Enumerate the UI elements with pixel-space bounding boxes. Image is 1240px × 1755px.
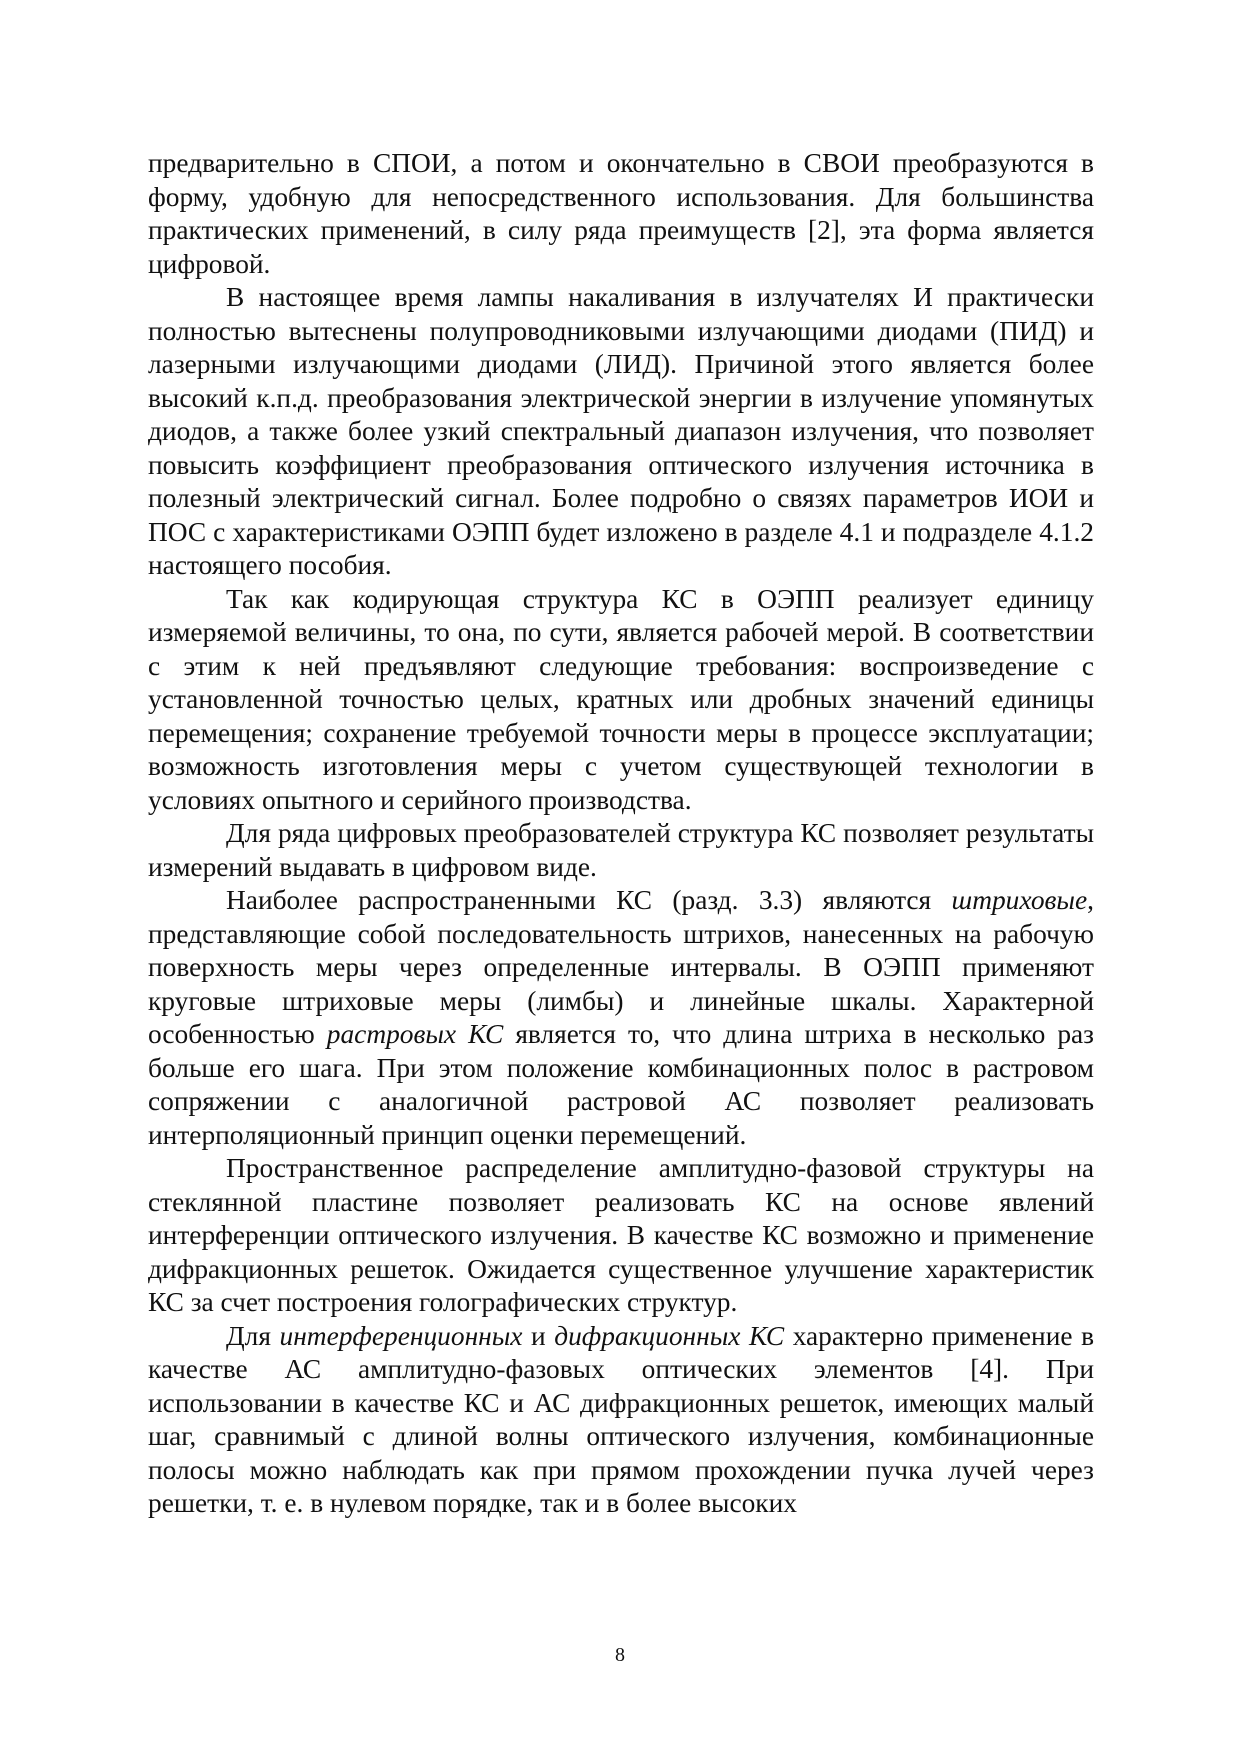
paragraph-text: Пространственное распределение амплитудно-фазовой структуры на стеклянной пластине позволяет реализовать КС на основе явлений интерференции оптического излучения. В качестве КС возможно и применение дифракционных решеток. Ожидается существенное улучшение характеристик КС за счет построения голографических структур. (148, 1153, 1094, 1317)
italic-term: дифракционных КС (554, 1320, 785, 1351)
paragraph-text: Для (226, 1320, 280, 1351)
paragraph-text: Так как кодирующая структура КС в ОЭПП реализует единицу измеряемой величины, то она, по сути, является рабочей мерой. В соответствии с этим к ней предъявляют следующие требования: воспроизведение с установленной точностью целых, кратных или дробных значений единицы перемещения; сохранение требуемой точности меры в процессе эксплуатации; возможность изготовления меры с учетом существующей технологии в условиях опытного и серийного производства. (148, 583, 1094, 815)
italic-term: штриховые (951, 885, 1088, 915)
paragraph-text: Наиболее распространенными КС (разд. 3.3) являются (226, 885, 952, 915)
paragraph (148, 817, 1094, 884)
page-body-text (148, 147, 1094, 1521)
paragraph-text: В настоящее время лампы накаливания в излучателях И практически полностью вытеснены полупроводниковыми излучающими диодами (ПИД) и лазерными излучающими диодами (ЛИД). Причиной этого является более высокий к.п.д. преобразования электрической энергии в излучение упомянутых диодов, а также более узкий спектральный диапазон излучения, что позволяет повысить коэффициент преобразования оптического излучения источника в полезный электрический сигнал. Более подробно о связях параметров ИОИ и ПОС с характеристиками ОЭПП будет изложено в разделе 4.1 и подразделе 4.1.2 настоящего пособия. (148, 282, 1094, 580)
paragraph-text: , представляющие собой последовательность штрихов, нанесенных на рабочую поверхность меры через определенные интервалы. В ОЭПП применяют круговые штриховые меры (лимбы) и линейные шкалы. Характерной особенностью (148, 885, 1094, 1049)
page-number: 8 (615, 1644, 625, 1666)
paragraph-text: является то, что длина штриха в несколько раз больше его шага. При этом положение комбинационных полос в растровом сопряжении с аналогичной растровой АС позволяет реализовать интерполяционный принцип оценки перемещений. (148, 1019, 1094, 1150)
paragraph-text: характерно применение в качестве АС амплитудно-фазовых оптических элементов [4]. При использовании в качестве КС и АС дифракционных решеток, имеющих малый шаг, сравнимый с длиной волны оптического излучения, комбинационные полосы можно наблюдать как при прямом прохождении пучка лучей через решетки, т. е. в нулевом порядке, так и в более высоких (148, 1320, 1094, 1518)
paragraph (148, 1152, 1094, 1320)
paragraph-text: и (522, 1320, 555, 1351)
italic-term: интерференционных (279, 1320, 523, 1351)
paragraph (148, 1320, 1094, 1521)
paragraph (148, 583, 1094, 818)
paragraph-text: предварительно в СПОИ, а потом и окончательно в СВОИ преобразуются в форму, удобную для непосредственного использования. Для большинства практических применений, в силу ряда преимуществ [2], эта форма является цифровой. (148, 148, 1094, 279)
paragraph-text: Для ряда цифровых преобразователей структура КС позволяет результаты измерений выдавать в цифровом виде. (148, 818, 1094, 882)
paragraph (148, 147, 1094, 281)
paragraph (148, 884, 1094, 1152)
paragraph (148, 281, 1094, 583)
italic-term: растровых КС (326, 1019, 504, 1049)
